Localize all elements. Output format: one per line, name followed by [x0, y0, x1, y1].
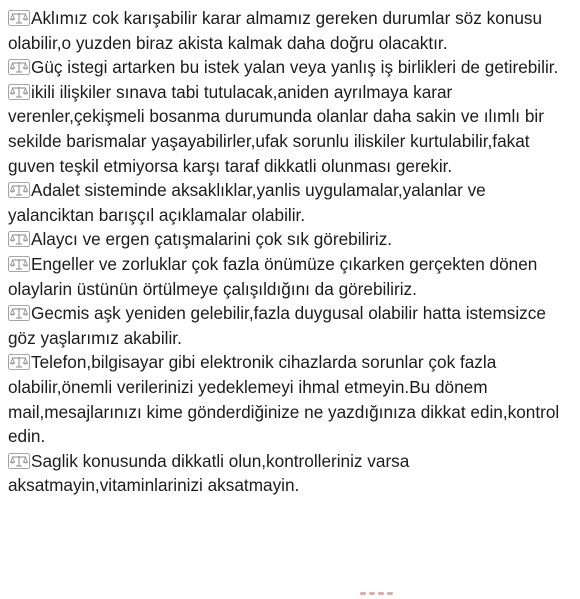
- libra-scales-icon: [8, 305, 30, 321]
- paragraph-9: [8, 449, 576, 498]
- dot: [360, 592, 366, 595]
- paragraph-text: Telefon,bilgisayar gibi elektronik cihazlarda sorunlar çok fazla olabilir,önemli verilerinizi yedeklemeyi ihmal etmeyin.Bu dönem mail,mesajlarınızı kime gönderdiğinize ne yazdığınıza dikkat edin,kontrol edin.: [8, 352, 560, 447]
- paragraph-text: Alaycı ve ergen çatışmalarini çok sık görebiliriz.: [31, 229, 393, 250]
- libra-scales-icon: [8, 182, 30, 198]
- paragraph-7: [8, 301, 576, 350]
- paragraph-6: [8, 252, 576, 301]
- paragraph-text: ikili ilişkiler sınava tabi tutulacak,aniden ayrılmaya karar verenler,çekişmeli bosanma durumunda olanlar daha sakin ve ılımlı bir sekilde barismalar yaşayabilirler,ufak sorunlu iliskiler kurtulabilir,fakat guven teşkil etmiyorsa karşı taraf dikkatli olunması gerekir.: [8, 81, 544, 176]
- dot: [387, 592, 393, 595]
- libra-scales-icon: [8, 84, 30, 100]
- paragraph-2: [8, 55, 576, 80]
- dot: [378, 592, 384, 595]
- paragraph-4: [8, 178, 576, 227]
- paragraph-1: [8, 6, 576, 55]
- paragraph-text: Aklımız cok karışabilir karar almamız gereken durumlar söz konusu olabilir,o yuzden biraz akista kalmak daha doğru olacaktır.: [8, 8, 543, 53]
- libra-scales-icon: [8, 231, 30, 247]
- libra-scales-icon: [8, 354, 30, 370]
- paragraph-text: Güç istegi artarken bu istek yalan veya yanlış iş birlikleri de getirebilir.: [31, 57, 559, 78]
- paragraph-5: [8, 227, 576, 252]
- dot: [369, 592, 375, 595]
- paragraph-text: Engeller ve zorluklar çok fazla önümüze çıkarken gerçekten dönen olaylarin üstünün örtülmeye çalışıldığını da görebiliriz.: [8, 253, 538, 299]
- libra-scales-icon: [8, 256, 30, 272]
- paragraph-3: [8, 80, 576, 178]
- paragraph-text: Adalet sisteminde aksaklıklar,yanlis uygulamalar,yalanlar ve yalanciktan barışçıl açıklamalar olabilir.: [8, 180, 486, 225]
- libra-scales-icon: [8, 453, 30, 469]
- paragraph-text: Saglik konusunda dikkatli olun,kontrolleriniz varsa aksatmayin,vitaminlarinizi aksatmayin.: [8, 450, 410, 496]
- paragraph-8: [8, 350, 576, 448]
- paragraph-text: Gecmis aşk yeniden gelebilir,fazla duygusal olabilir hatta istemsizce göz yaşlarımız akabilir.: [8, 303, 546, 348]
- libra-scales-icon: [8, 10, 30, 26]
- more-indicator: [360, 592, 393, 595]
- post-body: [8, 6, 576, 498]
- libra-scales-icon: [8, 59, 30, 75]
